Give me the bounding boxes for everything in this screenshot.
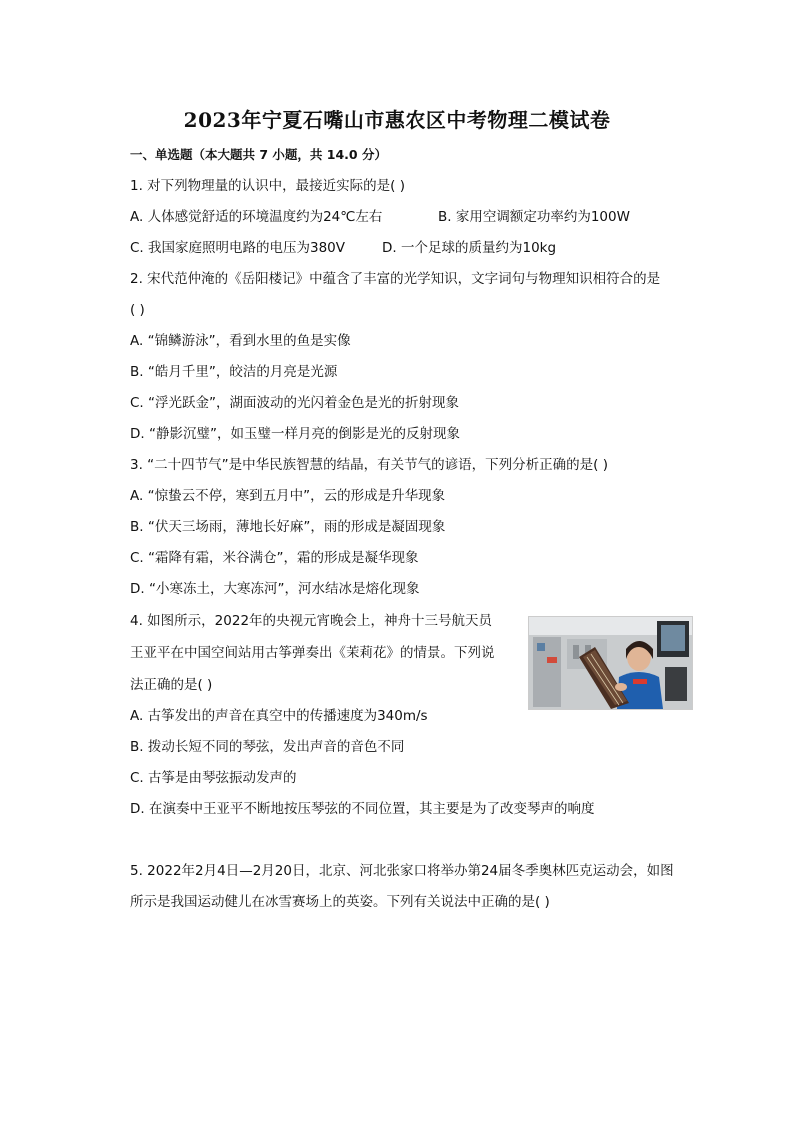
question-2-option-d: D. “静影沉璧”，如玉璧一样月亮的倒影是光的反射现象 — [130, 426, 460, 442]
question-1-stem: 1. 对下列物理量的认识中，最接近实际的是( ) — [130, 178, 405, 194]
question-4-option-d: D. 在演奏中王亚平不断地按压琴弦的不同位置，其主要是为了改变琴声的响度 — [130, 801, 595, 817]
question-1-option-b: B. 家用空调额定功率约为100W — [438, 209, 630, 225]
question-1-option-c: C. 我国家庭照明电路的电压为380V — [130, 240, 346, 256]
question-4-option-b: B. 拨动长短不同的琴弦，发出声音的音色不同 — [130, 739, 405, 755]
question-4-stem-line3: 法正确的是( ) — [130, 677, 213, 693]
question-3-stem: 3. “二十四节气”是中华民族智慧的结晶，有关节气的谚语，下列分析正确的是( ) — [130, 457, 608, 473]
question-3-option-b: B. “伏天三场雨，薄地长好麻”，雨的形成是凝固现象 — [130, 519, 446, 535]
question-5-stem-line2: 所示是我国运动健儿在冰雪赛场上的英姿。下列有关说法中正确的是( ) — [130, 894, 550, 910]
question-3-option-c: C. “霜降有霜，米谷满仓”，霜的形成是凝华现象 — [130, 550, 419, 566]
question-2-stem: 2. 宋代范仲淹的《岳阳楼记》中蕴含了丰富的光学知识，文字词句与物理知识相符合的是 — [130, 271, 661, 287]
question-1-option-a: A. 人体感觉舒适的环境温度约为24℃左右 — [130, 209, 383, 225]
question-2-stem-cont: ( ) — [130, 302, 145, 318]
question-2-option-a: A. “锦鳞游泳”，看到水里的鱼是实像 — [130, 333, 351, 349]
question-3-option-a: A. “惊蛰云不停，寒到五月中”，云的形成是升华现象 — [130, 488, 446, 504]
question-2-option-c: C. “浮光跃金”，湖面波动的光闪着金色是光的折射现象 — [130, 395, 459, 411]
section-heading: 一、单选题（本大题共 7 小题，共 14.0 分） — [130, 147, 387, 162]
question-4-option-a: A. 古筝发出的声音在真空中的传播速度为340m/s — [130, 708, 428, 724]
question-1-option-d: D. 一个足球的质量约为10kg — [382, 240, 557, 256]
astronaut-guzheng-photo — [528, 616, 693, 710]
question-4-stem: 4. 如图所示，2022年的央视元宵晚会上，神舟十三号航天员 — [130, 613, 493, 629]
question-2-option-b: B. “皓月千里”，皎洁的月亮是光源 — [130, 364, 338, 380]
page-title: 2023年宁夏石嘴山市惠农区中考物理二模试卷 — [183, 108, 611, 132]
question-5-stem: 5. 2022年2月4日—2月20日，北京、河北张家口将举办第24届冬季奥林匹克运动会，如图 — [130, 863, 674, 879]
question-4-stem-line2: 王亚平在中国空间站用古筝弹奏出《茉莉花》的情景。下列说 — [130, 645, 495, 661]
question-3-option-d: D. “小寒冻土，大寒冻河”，河水结冰是熔化现象 — [130, 581, 420, 597]
question-4-option-c: C. 古筝是由琴弦振动发声的 — [130, 770, 297, 786]
